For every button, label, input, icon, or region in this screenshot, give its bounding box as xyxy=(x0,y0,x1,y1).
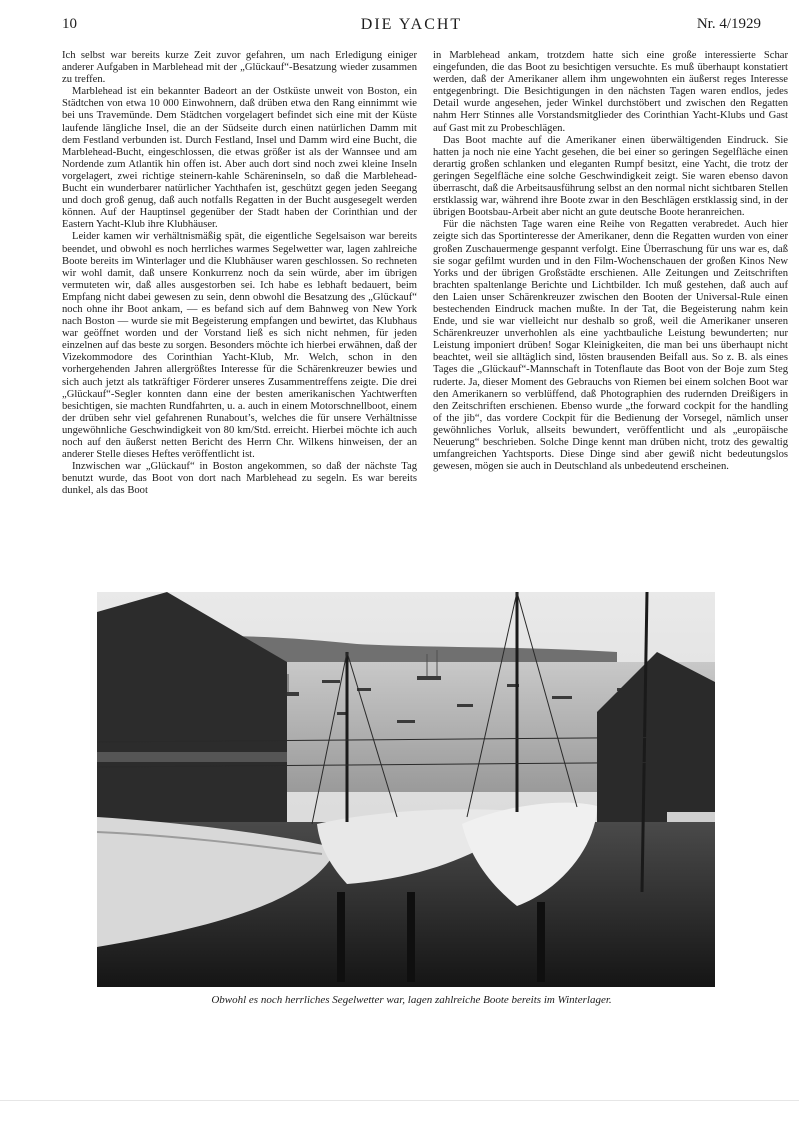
paragraph: Leider kamen wir verhältnismäßig spät, die eigentliche Segelsaison war bereits beendet, und obwohl es noch herrliches warmes Segelwetter war, lagen zahlreiche Boote bereits im Winterlager und die Klubhäuser waren geschlossen. So rechneten wir wohl damit, daß unsere Konkurrenz noch da sein würde, aber im übrigen vermuteten wir, daß alles ausgestorben sei. Ich habe es lebhaft bedauert, beim Empfang nicht dabei gewesen zu sein, denn obwohl die Besatzung des „Glückauf“ noch ohne ihr Boot ankam, — es befand sich auf dem Bahnweg von New York nach Boston — wurde sie mit Begeisterung empfangen und bewirtet, das Klubhaus war geöffnet worden und der Vorstand ließ es sich nicht nehmen, für jeden einzelnen auf das beste zu sorgen. Besonders möchte ich hierbei erwähnen, daß der Vizekommodore des Corinthian Yacht-Klub, Mr. Welch, schon in den vorhergehenden Jahren allergrößtes Interesse für die Schärenkreuzer bewies und sich auch jetzt als tatkräftiger Förderer unseres Zusammentreffens zeigte. Die drei „Glückauf“-Segler konnten dann eine der besten amerikanischen Yachtwerften besichtigen, sie machten Rundfahrten, u. a. auch in einem Motorschnellboot, einem der drüben sehr viel gefahrenen Runabout’s, welches die für unsere Verhältnisse ungewöhnliche Geschwindigkeit von 80 km/Std. erreicht. Hierbei möchte ich auch noch auf den äußerst netten Bericht des Herrn Chr. Wilkens hinweisen, der an anderer Stelle dieses Heftes veröffentlicht ist. xyxy=(62,231,417,461)
article-body xyxy=(62,50,788,580)
paragraph: Das Boot machte auf die Amerikaner einen überwältigenden Eindruck. Sie hatten ja noch nie eine Yacht gesehen, die bei einer so geringen Segelfläche einen derartig großen schlanken und eleganten Rumpf besitzt, eine Yacht, die trotz der geringen Segelfläche eine solche Geschwindigkeit zeigt. Sie waren ebenso davon überrascht, daß die Arbeitsausführung selbst an den normal nicht sichtbaren Stellen erstklassig war, während ihre Boote zwar in den Beschlägen erstklassig sind, in der übrigen Bootsbau-Arbeit aber nicht an gute deutsche Boote heranreichen. xyxy=(433,134,788,219)
right-column xyxy=(433,50,788,580)
paragraph: Marblehead ist ein bekannter Badeort an der Ostküste unweit von Boston, ein Städtchen von etwa 10 000 Einwohnern, daß drüben etwa den Rang einnimmt wie bei uns Travemünde. Dem Städtchen vorgelagert befindet sich eine mit der Küste laufende längliche Insel, die an der Südseite durch einen natürlichen Damm mit dem Festland verbunden ist. Durch Festland, Insel und Damm wird eine Bucht, die Marblehead-Bucht, eingeschlossen, die etwas größer ist als der Wannsee und am Nordende zum Atlantik hin offen ist. Aber auch dort sind noch zwei kleine Inseln vorgelagert, zwei richtige steinern-kahle Schäreninseln, so daß die Marblehead-Bucht ein wunderbarer natürlicher Yachthafen ist, geschützt gegen jeden Seegang und doch groß genug, daß auch notfalls Regatten in der Bucht ausgesegelt werden können. Auf der Hauptinsel gegenüber der Stadt haben der Corinthian und der Eastern Yacht-Klub ihre Klubhäuser. xyxy=(62,86,417,231)
harbor-photograph xyxy=(97,592,715,987)
paragraph: in Marblehead ankam, trotzdem hatte sich eine große interessierte Schar eingefunden, die das Boot zu besichtigen versuchte. Es muß überhaupt konstatiert werden, daß der Amerikaner allem ihm ungewohnten ein äußerst reges Interesse entgegenbringt. Die Besichtigungen in den nächsten Tagen waren endlos, jedes Detail wurde angesehen, jeder Winkel durchstöbert und zwischen den Regatten nahm Herr Stinnes alle Vorstandsmitglieder des Corinthian Yacht-Klubs und Gast auf Gast mit zu Probeschlägen. xyxy=(433,50,788,134)
page-edge-divider xyxy=(0,1100,799,1101)
paragraph: Ich selbst war bereits kurze Zeit zuvor gefahren, um nach Erledigung einiger anderer Aufgaben in Marblehead mit der „Glückauf“-Besatzung wieder zusammen zu treffen. xyxy=(62,50,417,86)
figure-caption: Obwohl es noch herrliches Segelwetter war, lagen zahlreiche Boote bereits im Winterlager. xyxy=(211,994,612,1006)
journal-title: DIE YACHT xyxy=(360,16,463,33)
paragraph: Inzwischen war „Glückauf“ in Boston angekommen, so daß der nächste Tag benutzt wurde, das Boot von dort nach Marblehead zu segeln. Es war bereits dunkel, als das Boot xyxy=(62,461,417,497)
issue-number: Nr. 4/1929 xyxy=(696,16,761,32)
paragraph: Für die nächsten Tage waren eine Reihe von Regatten verabredet. Auch hier zeigte sich das Sportinteresse der Amerikaner, denn die Regatten wurden von einer großen Zuschauermenge gespannt verfolgt. Eine Überraschung für uns war es, daß sie sogar gefilmt wurden und in den Film-Wochenschauen der großen Kinos New Yorks und der übrigen Großstädte erschienen. Alle Zeitungen und Zeitschriften brachten spaltenlange Berichte und Lichtbilder. Ich muß gestehen, daß auch auf den Laien unser Schärenkreuzer zwischen den Booten der Universal-Rule einen bestechenden Eindruck machen mußte. In der Tat, die Begeisterung nahm kein Ende, und sie war vielleicht nur deshalb so groß, weil die Amerikaner unseren Schärenkreuzer unverhohlen als eine yachtbauliche Leistung bewunderten; nur Leistung imponiert drüben! Sogar Kleinigkeiten, die man bei uns überhaupt nicht beachtet, weil sie alltäglich sind, lösten brausenden Beifall aus. So z. B. als eines Tages die „Glückauf“-Mannschaft in Totenflaute das Boot von der Boje zum Steg ruderte. Ja, dieser Moment des Gebrauchs von Riemen bei einem solchen Boot war den Amerikanern so verblüffend, daß Photographien des rudernden Dreißigers in den Zeitschriften erschienen. Ebenso wurde „the forward cockpit for the handling of the jib“, das vordere Cockpit für die Bedienung der Vorsegel, nämlich unser gewöhnliches Vorluk, allseits bewundert, veröffentlicht und als „europäische Neuerung“ beschrieben. Solche Dinge kennt man drüben nicht, trotz des gewaltig umfangreichen Yachtsports. Diese Dinge sind aber gewiß nicht bedeutungslos gewesen, mögen sie auch in Deutschland als unbedeutend erscheinen. xyxy=(433,219,788,473)
page-header xyxy=(62,16,761,38)
page-number: 10 xyxy=(62,16,77,32)
left-column xyxy=(62,50,417,580)
